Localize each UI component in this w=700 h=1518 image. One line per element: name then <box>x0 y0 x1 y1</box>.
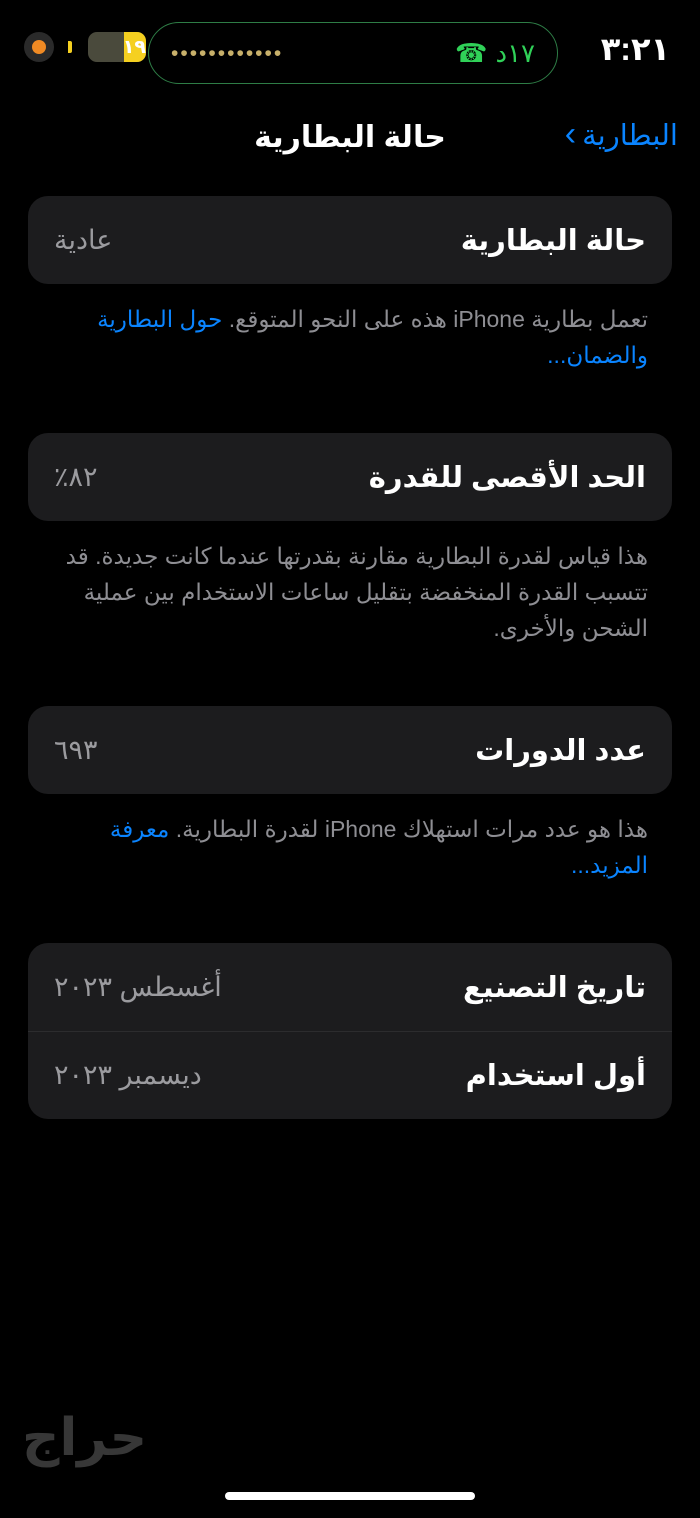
maximum-capacity-value: ٨٢٪ <box>54 461 98 492</box>
spacer <box>28 646 672 706</box>
battery-health-card <box>28 196 672 284</box>
maximum-capacity-label: الحد الأقصى للقدرة <box>368 461 646 494</box>
phone-icon: ☎ <box>455 38 488 68</box>
maximum-capacity-row[interactable] <box>28 433 672 521</box>
call-status-group <box>455 38 535 69</box>
spacer <box>28 373 672 433</box>
first-use-date-value: ديسمبر ٢٠٢٣ <box>54 1060 202 1091</box>
battery-dates-card <box>28 943 672 1119</box>
battery-health-footnote-text: تعمل بطارية iPhone هذه على النحو المتوقع. <box>228 306 648 332</box>
home-indicator[interactable] <box>225 1492 475 1500</box>
cycle-count-label: عدد الدورات <box>475 734 646 767</box>
battery-warranty-link[interactable]: حول البطارية والضمان... <box>97 306 648 368</box>
manufacture-date-row <box>28 943 672 1031</box>
status-bar-clock: ٣:٢١ <box>600 31 670 67</box>
first-use-date-label: أول استخدام <box>465 1060 646 1093</box>
battery-health-footnote <box>28 284 672 373</box>
cycle-count-value: ٦٩٣ <box>54 734 98 765</box>
maximum-capacity-card <box>28 433 672 521</box>
battery-health-value: عادية <box>54 224 113 255</box>
battery-tip-icon <box>68 41 72 53</box>
manufacture-date-value: أغسطس ٢٠٢٣ <box>54 971 222 1002</box>
cycle-count-row[interactable] <box>28 706 672 794</box>
cycle-count-footnote-text: هذا هو عدد مرات استهلاك iPhone لقدرة البطارية. <box>175 816 648 843</box>
status-bar-left-indicators <box>24 32 146 62</box>
navigation-bar <box>0 104 700 170</box>
manufacture-date-label: تاريخ التصنيع <box>462 971 646 1004</box>
status-bar <box>0 0 700 104</box>
cycle-count-learn-more-link[interactable]: معرفة المزيد... <box>109 816 648 878</box>
record-dot <box>32 40 46 54</box>
record-indicator-icon <box>24 32 54 62</box>
settings-content <box>0 196 700 1119</box>
call-masked-label: •••••••••••• <box>171 41 284 65</box>
battery-indicator <box>88 32 146 62</box>
spacer <box>28 883 672 943</box>
cycle-count-footnote <box>28 794 672 883</box>
battery-percent-label: ١٩ <box>122 36 146 58</box>
back-button-label: البطارية <box>582 120 678 152</box>
first-use-date-row <box>28 1031 672 1119</box>
watermark: حراج <box>22 1409 148 1467</box>
battery-health-row[interactable] <box>28 196 672 284</box>
cycle-count-card <box>28 706 672 794</box>
page-title: حالة البطارية <box>254 121 446 154</box>
battery-health-label: حالة البطارية <box>460 224 646 257</box>
maximum-capacity-footnote: هذا قياس لقدرة البطارية مقارنة بقدرتها عندما كانت جديدة. قد تتسبب القدرة المنخفضة بتقليل ساعات الاستخدام بين عملية الشحن والأخرى. <box>65 543 648 641</box>
active-call-pill[interactable] <box>148 22 558 84</box>
call-timer-label: ١٧د <box>495 37 535 68</box>
chevron-right-icon: › <box>564 114 577 153</box>
